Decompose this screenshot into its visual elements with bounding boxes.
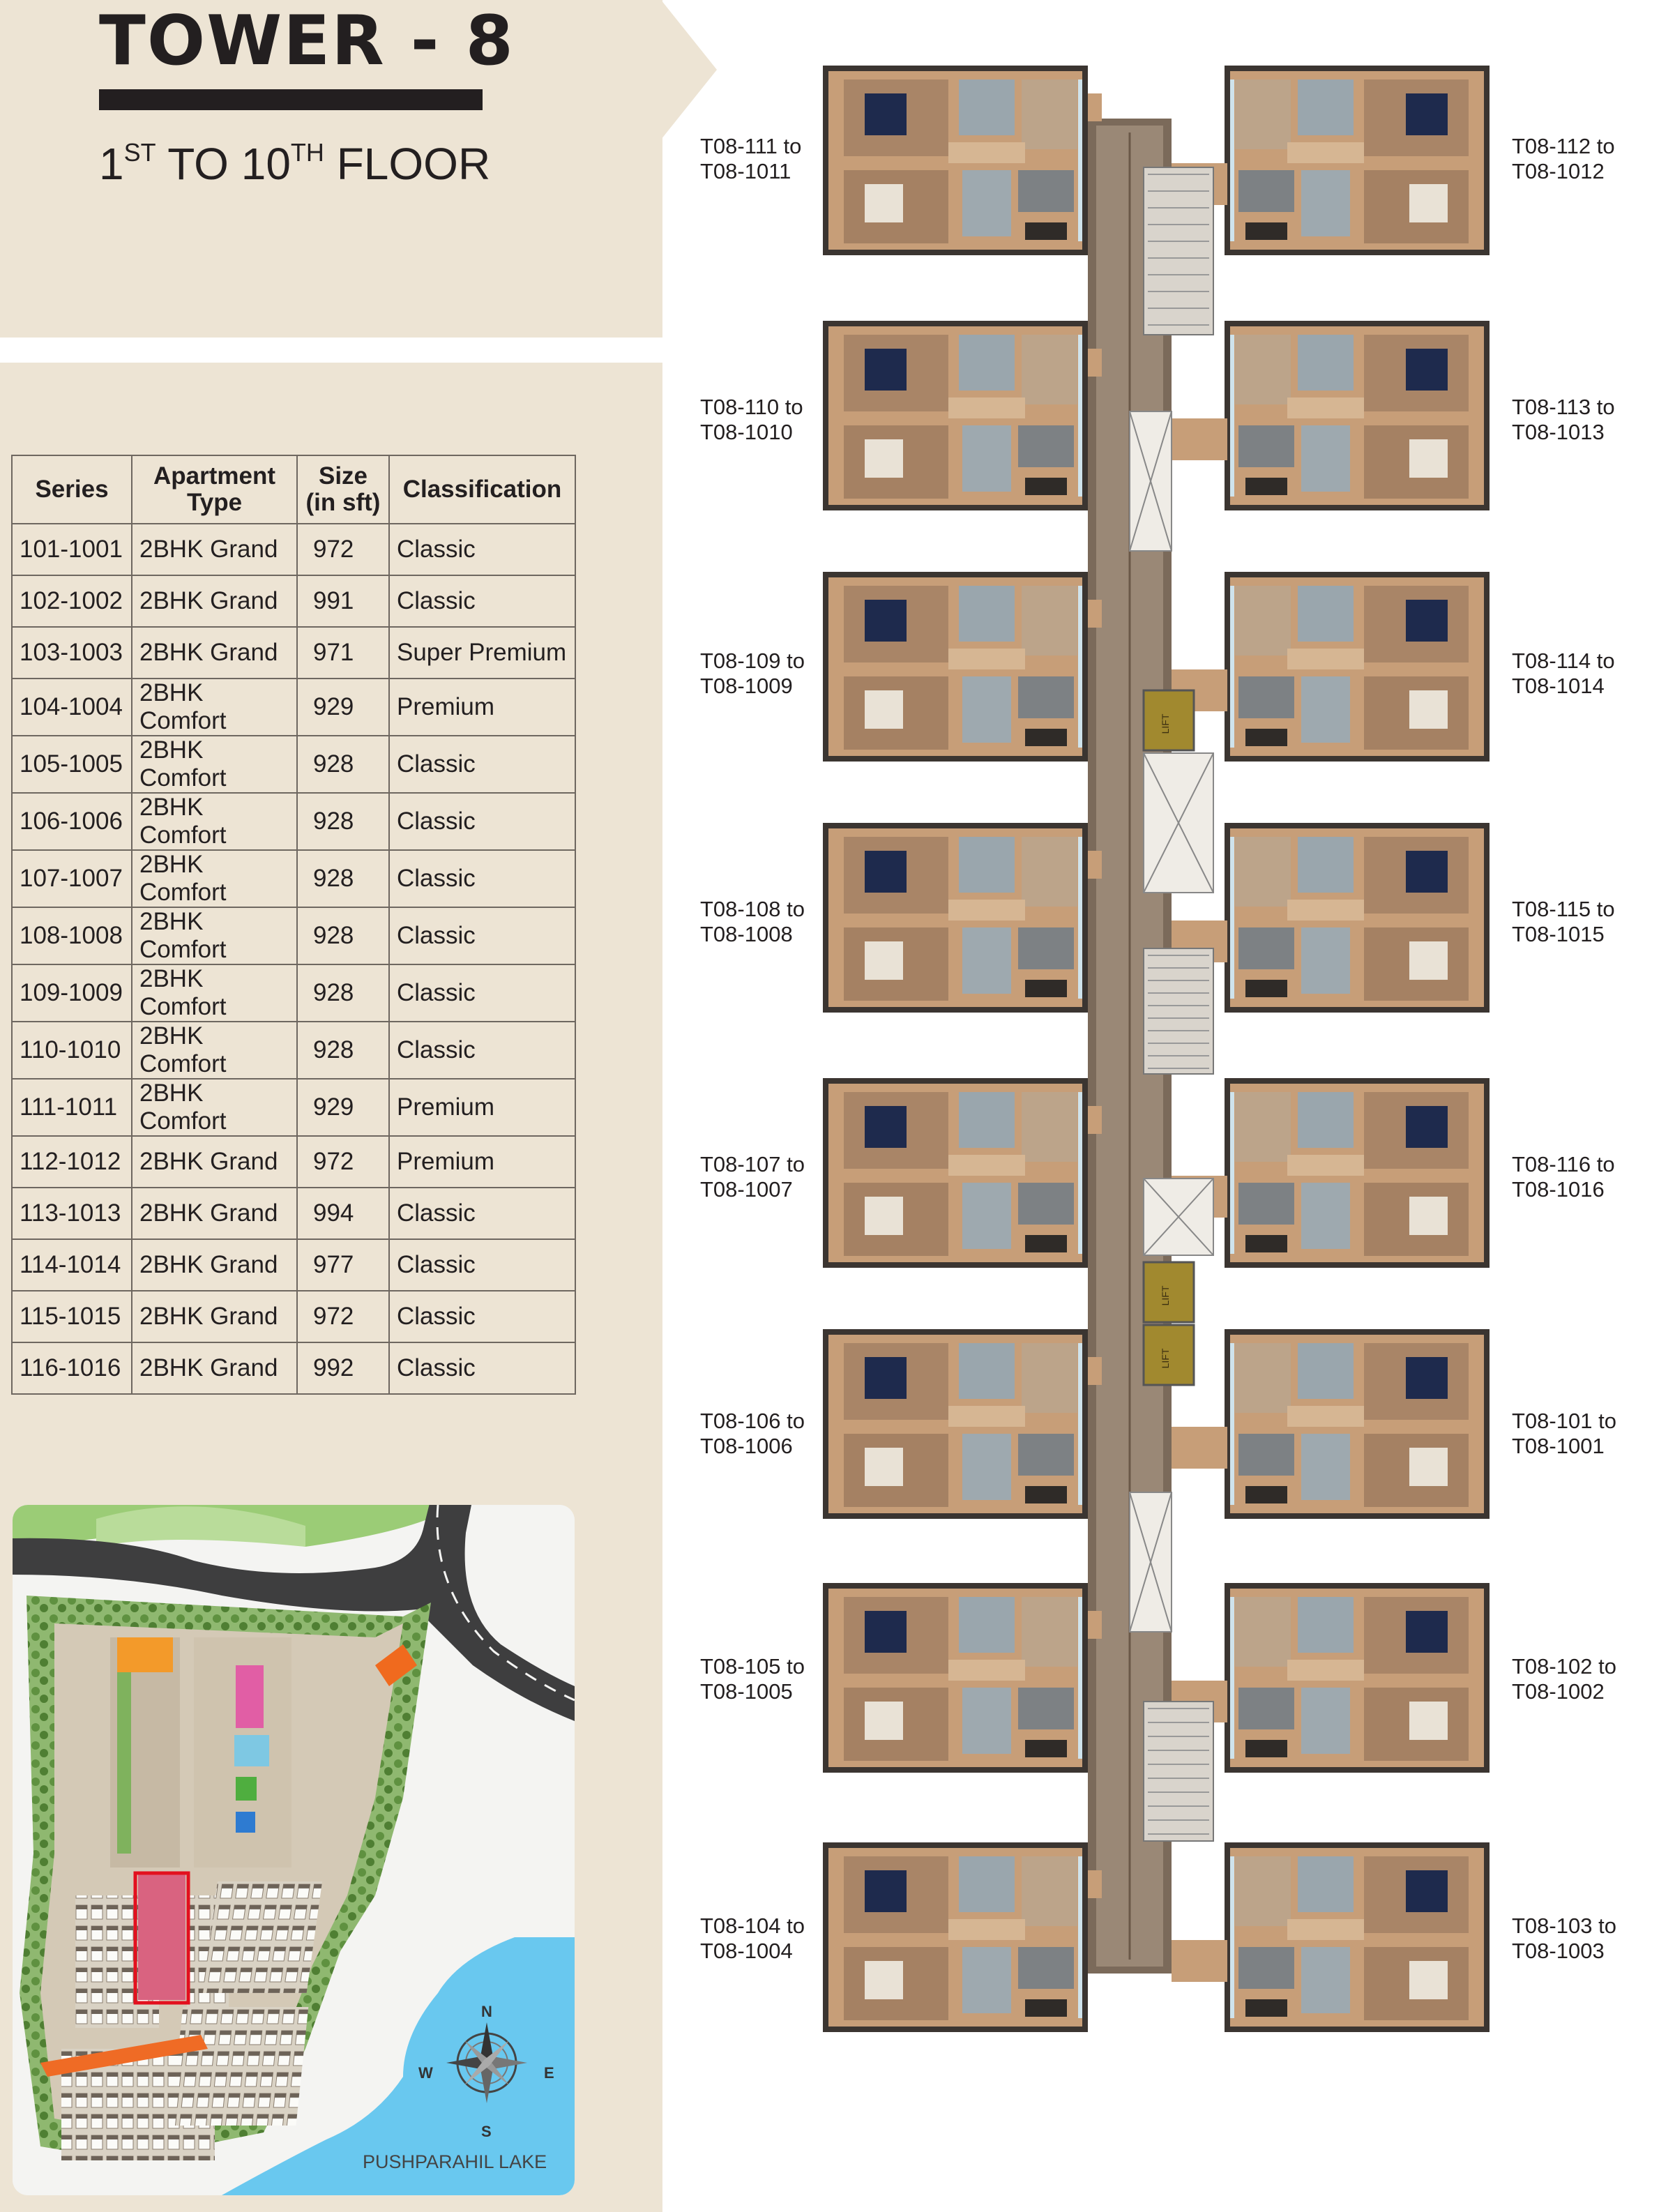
unit-range-end: T08-1002 (1512, 1679, 1605, 1704)
unit-range-end: T08-1015 (1512, 922, 1605, 946)
bed-2 (1409, 1961, 1448, 1999)
bed-1 (1406, 93, 1448, 135)
bathroom-1 (959, 335, 1015, 391)
living-sofa (1245, 222, 1287, 240)
dining (1018, 927, 1074, 969)
bathroom-1 (1298, 335, 1354, 391)
bathroom-1 (1298, 1597, 1354, 1653)
cell-series: 108-1008 (12, 907, 132, 964)
bathroom-1 (1298, 1092, 1354, 1148)
balcony-glass (1230, 335, 1234, 497)
bed-2 (1409, 439, 1448, 478)
staircase (1144, 167, 1213, 335)
lake-label: PUSHPARAHIL LAKE (363, 2151, 547, 2172)
cell-apartment-type: 2BHK Grand (132, 1239, 297, 1291)
unit-range-start: T08-113 to (1512, 395, 1615, 419)
bed-1 (865, 349, 907, 391)
bathroom-1 (959, 1343, 1015, 1399)
unit-range-end: T08-1014 (1512, 674, 1605, 698)
unit-range-end: T08-1003 (1512, 1939, 1605, 1963)
living-sofa (1245, 1999, 1287, 2017)
bed-1 (1406, 851, 1448, 893)
col-series: Series (12, 455, 132, 524)
cell-apartment-type: 2BHK Comfort (132, 1022, 297, 1079)
kitchen (1022, 586, 1077, 656)
passage (948, 1155, 1025, 1176)
unit-range-end: T08-1011 (700, 159, 791, 183)
cell-apartment-type: 2BHK Comfort (132, 850, 297, 907)
dining (1018, 1434, 1074, 1476)
dining (1238, 170, 1294, 212)
cell-apartment-type: 2BHK Comfort (132, 679, 297, 736)
living-sofa (1025, 478, 1067, 495)
unit-range-end: T08-1001 (1512, 1434, 1605, 1458)
bathroom-1 (959, 79, 1015, 135)
unit-left (823, 572, 1088, 762)
bathroom-2 (962, 170, 1011, 236)
cell-size: 928 (297, 907, 389, 964)
unit-range-start: T08-106 to (700, 1409, 805, 1433)
dining (1238, 927, 1294, 969)
unit-label-right (1512, 134, 1615, 184)
bathroom-1 (959, 1856, 1015, 1912)
kitchen (1235, 335, 1291, 404)
cell-classification: Classic (389, 964, 575, 1022)
living-sofa (1025, 222, 1067, 240)
foyer-left (1088, 1357, 1102, 1385)
cell-series: 109-1009 (12, 964, 132, 1022)
cell-series: 104-1004 (12, 679, 132, 736)
kitchen (1022, 335, 1077, 404)
bed-2 (865, 941, 903, 980)
cell-series: 101-1001 (12, 524, 132, 575)
cell-series: 114-1014 (12, 1239, 132, 1291)
dining (1018, 676, 1074, 718)
cell-apartment-type: 2BHK Grand (132, 1342, 297, 1394)
unit-left (823, 1078, 1088, 1268)
foyer-right (1172, 1940, 1227, 1982)
cell-classification: Classic (389, 1239, 575, 1291)
cell-size: 994 (297, 1188, 389, 1239)
unit-right (1225, 823, 1490, 1013)
dining (1018, 1183, 1074, 1225)
cell-classification: Classic (389, 736, 575, 793)
living-sofa (1025, 729, 1067, 746)
passage (1287, 1406, 1364, 1427)
unit-range-start: T08-110 to (700, 395, 803, 419)
dining (1238, 1183, 1294, 1225)
bed-2 (865, 1961, 903, 1999)
cell-apartment-type: 2BHK Comfort (132, 964, 297, 1022)
cell-apartment-type: 2BHK Comfort (132, 736, 297, 793)
balcony-glass (1230, 1597, 1234, 1759)
balcony-glass (1078, 1597, 1082, 1759)
living-sofa (1025, 1999, 1067, 2017)
living-sofa (1245, 729, 1287, 746)
unit-right (1225, 1329, 1490, 1519)
unit-left (823, 321, 1088, 510)
unit-label-left (700, 897, 805, 947)
dining (1238, 1688, 1294, 1729)
cell-apartment-type: 2BHK Comfort (132, 907, 297, 964)
cell-series: 112-1012 (12, 1136, 132, 1188)
cell-classification: Classic (389, 1342, 575, 1394)
living-sofa (1245, 1486, 1287, 1503)
bed-1 (1406, 349, 1448, 391)
bathroom-2 (962, 425, 1011, 492)
dining (1238, 1434, 1294, 1476)
unit-label-left (700, 1914, 805, 1964)
unit-left (823, 66, 1088, 255)
bathroom-2 (1301, 1434, 1350, 1500)
cell-classification: Premium (389, 679, 575, 736)
col-size: Size (in sft) (297, 455, 389, 524)
cell-size: 971 (297, 627, 389, 679)
dining (1018, 1688, 1074, 1729)
foyer-left (1088, 93, 1102, 121)
unit-label-left (700, 649, 805, 699)
floor-range-subtitle: 1ST TO 10TH FLOOR (99, 137, 491, 189)
passage (948, 1660, 1025, 1681)
passage (1287, 1155, 1364, 1176)
cell-classification: Classic (389, 850, 575, 907)
cell-apartment-type: 2BHK Grand (132, 627, 297, 679)
cell-apartment-type: 2BHK Grand (132, 524, 297, 575)
passage (948, 142, 1025, 163)
cell-apartment-type: 2BHK Comfort (132, 793, 297, 850)
cell-series: 116-1016 (12, 1342, 132, 1394)
dining (1238, 1947, 1294, 1989)
living-sofa (1245, 1740, 1287, 1757)
unit-label-right (1512, 1654, 1616, 1704)
cell-size: 972 (297, 1136, 389, 1188)
foyer-left (1088, 1106, 1102, 1134)
bathroom-2 (962, 1434, 1011, 1500)
passage (948, 1919, 1025, 1940)
kitchen (1235, 1092, 1291, 1162)
cell-size: 928 (297, 793, 389, 850)
unit-label-left (700, 395, 803, 445)
dining (1018, 170, 1074, 212)
foyer-left (1088, 851, 1102, 879)
bathroom-2 (1301, 170, 1350, 236)
kitchen (1235, 1343, 1291, 1413)
cell-apartment-type: 2BHK Grand (132, 1291, 297, 1342)
kitchen (1235, 1597, 1291, 1667)
passage (948, 1406, 1025, 1427)
bed-2 (865, 184, 903, 222)
cell-size: 977 (297, 1239, 389, 1291)
dining (1238, 425, 1294, 467)
bathroom-1 (1298, 1856, 1354, 1912)
kitchen (1022, 1092, 1077, 1162)
unit-label-left (700, 1409, 805, 1459)
bed-2 (1409, 184, 1448, 222)
cell-size: 972 (297, 1291, 389, 1342)
bed-2 (1409, 1448, 1448, 1486)
unit-range-start: T08-101 to (1512, 1409, 1616, 1433)
balcony-glass (1078, 1092, 1082, 1254)
living-sofa (1245, 478, 1287, 495)
cell-series: 103-1003 (12, 627, 132, 679)
kitchen (1022, 1856, 1077, 1926)
passage (1287, 649, 1364, 669)
col-classification: Classification (389, 455, 575, 524)
cell-classification: Classic (389, 1022, 575, 1079)
lift-label: LIFT (1160, 1285, 1171, 1306)
balcony-glass (1078, 335, 1082, 497)
cell-size: 929 (297, 1079, 389, 1136)
bathroom-2 (1301, 927, 1350, 994)
balcony-glass (1230, 79, 1234, 241)
unit-label-right (1512, 649, 1615, 699)
bed-1 (1406, 1870, 1448, 1912)
cell-classification: Classic (389, 1188, 575, 1239)
kitchen (1022, 837, 1077, 907)
bed-1 (865, 93, 907, 135)
kitchen (1235, 79, 1291, 149)
unit-right (1225, 1078, 1490, 1268)
foyer-right (1172, 418, 1227, 460)
bed-2 (865, 1448, 903, 1486)
unit-range-start: T08-115 to (1512, 897, 1615, 921)
unit-right (1225, 66, 1490, 255)
compass-north: N (481, 2003, 492, 2020)
cell-size: 928 (297, 850, 389, 907)
foyer-right (1172, 1427, 1227, 1469)
living-sofa (1025, 1740, 1067, 1757)
bed-2 (1409, 1702, 1448, 1740)
living-sofa (1025, 1486, 1067, 1503)
kitchen (1235, 1856, 1291, 1926)
bathroom-2 (1301, 1947, 1350, 2013)
bed-2 (865, 690, 903, 729)
balcony-glass (1078, 837, 1082, 999)
page-title: TOWER - 8 (99, 1, 515, 81)
foyer-left (1088, 1611, 1102, 1639)
bed-1 (1406, 1611, 1448, 1653)
cell-classification: Classic (389, 907, 575, 964)
balcony-glass (1230, 837, 1234, 999)
kitchen (1022, 1597, 1077, 1667)
passage (948, 900, 1025, 921)
bed-2 (865, 1197, 903, 1235)
unit-range-start: T08-116 to (1512, 1152, 1615, 1176)
cell-size: 928 (297, 1022, 389, 1079)
lift-label: LIFT (1160, 713, 1171, 734)
cell-size: 928 (297, 736, 389, 793)
cell-size: 928 (297, 964, 389, 1022)
bathroom-1 (959, 586, 1015, 642)
passage (1287, 397, 1364, 418)
passage (948, 397, 1025, 418)
bed-2 (865, 439, 903, 478)
col-apartment-type: Apartment Type (132, 455, 297, 524)
unit-range-start: T08-114 to (1512, 649, 1615, 673)
passage (948, 649, 1025, 669)
bathroom-1 (959, 1092, 1015, 1148)
passage (1287, 900, 1364, 921)
bed-1 (1406, 1106, 1448, 1148)
unit-range-start: T08-104 to (700, 1914, 805, 1938)
cell-series: 110-1010 (12, 1022, 132, 1079)
unit-range-start: T08-112 to (1512, 134, 1615, 158)
unit-right (1225, 572, 1490, 762)
dining (1018, 1947, 1074, 1989)
cell-classification: Classic (389, 575, 575, 627)
unit-range-start: T08-102 to (1512, 1654, 1616, 1679)
bathroom-2 (1301, 1183, 1350, 1249)
bathroom-2 (962, 1688, 1011, 1754)
bed-1 (1406, 1357, 1448, 1399)
cell-series: 106-1006 (12, 793, 132, 850)
unit-range-end: T08-1013 (1512, 420, 1605, 444)
bathroom-2 (1301, 1688, 1350, 1754)
cell-series: 102-1002 (12, 575, 132, 627)
compass-west: W (418, 2064, 433, 2082)
bed-1 (865, 1870, 907, 1912)
living-sofa (1025, 980, 1067, 997)
balcony-glass (1230, 1343, 1234, 1505)
cell-size: 991 (297, 575, 389, 627)
foyer-left (1088, 600, 1102, 628)
cell-classification: Classic (389, 793, 575, 850)
balcony-glass (1230, 586, 1234, 748)
bathroom-2 (1301, 425, 1350, 492)
bathroom-2 (962, 1183, 1011, 1249)
bathroom-1 (1298, 837, 1354, 893)
unit-range-start: T08-103 to (1512, 1914, 1616, 1938)
bed-2 (1409, 690, 1448, 729)
bed-2 (1409, 941, 1448, 980)
bathroom-1 (959, 1597, 1015, 1653)
kitchen (1235, 837, 1291, 907)
unit-right (1225, 1583, 1490, 1773)
cell-classification: Premium (389, 1079, 575, 1136)
bed-1 (865, 600, 907, 642)
kitchen (1235, 586, 1291, 656)
living-sofa (1025, 1235, 1067, 1252)
foyer-left (1088, 1870, 1102, 1898)
bathroom-1 (1298, 586, 1354, 642)
balcony-glass (1078, 1856, 1082, 2018)
kitchen (1022, 79, 1077, 149)
balcony-glass (1078, 1343, 1082, 1505)
dining (1018, 425, 1074, 467)
bathroom-2 (962, 1947, 1011, 2013)
cell-size: 992 (297, 1342, 389, 1394)
unit-right (1225, 321, 1490, 510)
cell-size: 929 (297, 679, 389, 736)
unit-range-start: T08-107 to (700, 1152, 805, 1176)
unit-range-start: T08-109 to (700, 649, 805, 673)
unit-label-left (700, 1654, 805, 1704)
lift-label: LIFT (1160, 1348, 1171, 1369)
unit-range-end: T08-1008 (700, 922, 793, 946)
cell-classification: Super Premium (389, 627, 575, 679)
bed-2 (1409, 1197, 1448, 1235)
cell-series: 113-1013 (12, 1188, 132, 1239)
passage (1287, 1919, 1364, 1940)
unit-range-end: T08-1009 (700, 674, 793, 698)
kitchen (1022, 1343, 1077, 1413)
cell-classification: Classic (389, 524, 575, 575)
unit-range-end: T08-1005 (700, 1679, 793, 1704)
unit-range-end: T08-1006 (700, 1434, 793, 1458)
unit-range-start: T08-105 to (700, 1654, 805, 1679)
unit-left (823, 1329, 1088, 1519)
cell-size: 972 (297, 524, 389, 575)
bathroom-2 (962, 676, 1011, 743)
bathroom-1 (1298, 79, 1354, 135)
cell-apartment-type: 2BHK Grand (132, 1188, 297, 1239)
living-sofa (1245, 980, 1287, 997)
unit-label-left (700, 134, 801, 184)
cell-apartment-type: 2BHK Grand (132, 575, 297, 627)
dining (1238, 676, 1294, 718)
living-sofa (1245, 1235, 1287, 1252)
bathroom-1 (959, 837, 1015, 893)
balcony-glass (1078, 79, 1082, 241)
bed-1 (1406, 600, 1448, 642)
bed-1 (865, 1106, 907, 1148)
bed-1 (865, 1611, 907, 1653)
foyer-left (1088, 349, 1102, 377)
cell-series: 105-1005 (12, 736, 132, 793)
cell-classification: Premium (389, 1136, 575, 1188)
unit-range-end: T08-1012 (1512, 159, 1605, 183)
unit-label-right (1512, 1152, 1615, 1202)
bed-1 (865, 1357, 907, 1399)
passage (1287, 142, 1364, 163)
bathroom-1 (1298, 1343, 1354, 1399)
unit-label-right (1512, 1914, 1616, 1964)
unit-left (823, 1842, 1088, 2032)
cell-apartment-type: 2BHK Grand (132, 1136, 297, 1188)
compass-south: S (481, 2123, 492, 2140)
balcony-glass (1230, 1856, 1234, 2018)
unit-label-right (1512, 1409, 1616, 1459)
bathroom-2 (962, 927, 1011, 994)
unit-range-end: T08-1010 (700, 420, 793, 444)
cell-series: 107-1007 (12, 850, 132, 907)
cell-apartment-type: 2BHK Comfort (132, 1079, 297, 1136)
balcony-glass (1078, 586, 1082, 748)
unit-left (823, 1583, 1088, 1773)
unit-range-end: T08-1016 (1512, 1177, 1605, 1202)
cell-series: 115-1015 (12, 1291, 132, 1342)
unit-label-right (1512, 395, 1615, 445)
bed-2 (865, 1702, 903, 1740)
passage (1287, 1660, 1364, 1681)
cell-series: 111-1011 (12, 1079, 132, 1136)
bathroom-2 (1301, 676, 1350, 743)
unit-range-end: T08-1007 (700, 1177, 793, 1202)
unit-label-right (1512, 897, 1615, 947)
unit-label-left (700, 1152, 805, 1202)
unit-range-start: T08-111 to (700, 134, 802, 158)
unit-range-end: T08-1004 (700, 1939, 793, 1963)
bed-1 (865, 851, 907, 893)
unit-right (1225, 1842, 1490, 2032)
unit-left (823, 823, 1088, 1013)
balcony-glass (1230, 1092, 1234, 1254)
compass-east: E (544, 2064, 554, 2082)
unit-range-start: T08-108 to (700, 897, 805, 921)
cell-classification: Classic (389, 1291, 575, 1342)
